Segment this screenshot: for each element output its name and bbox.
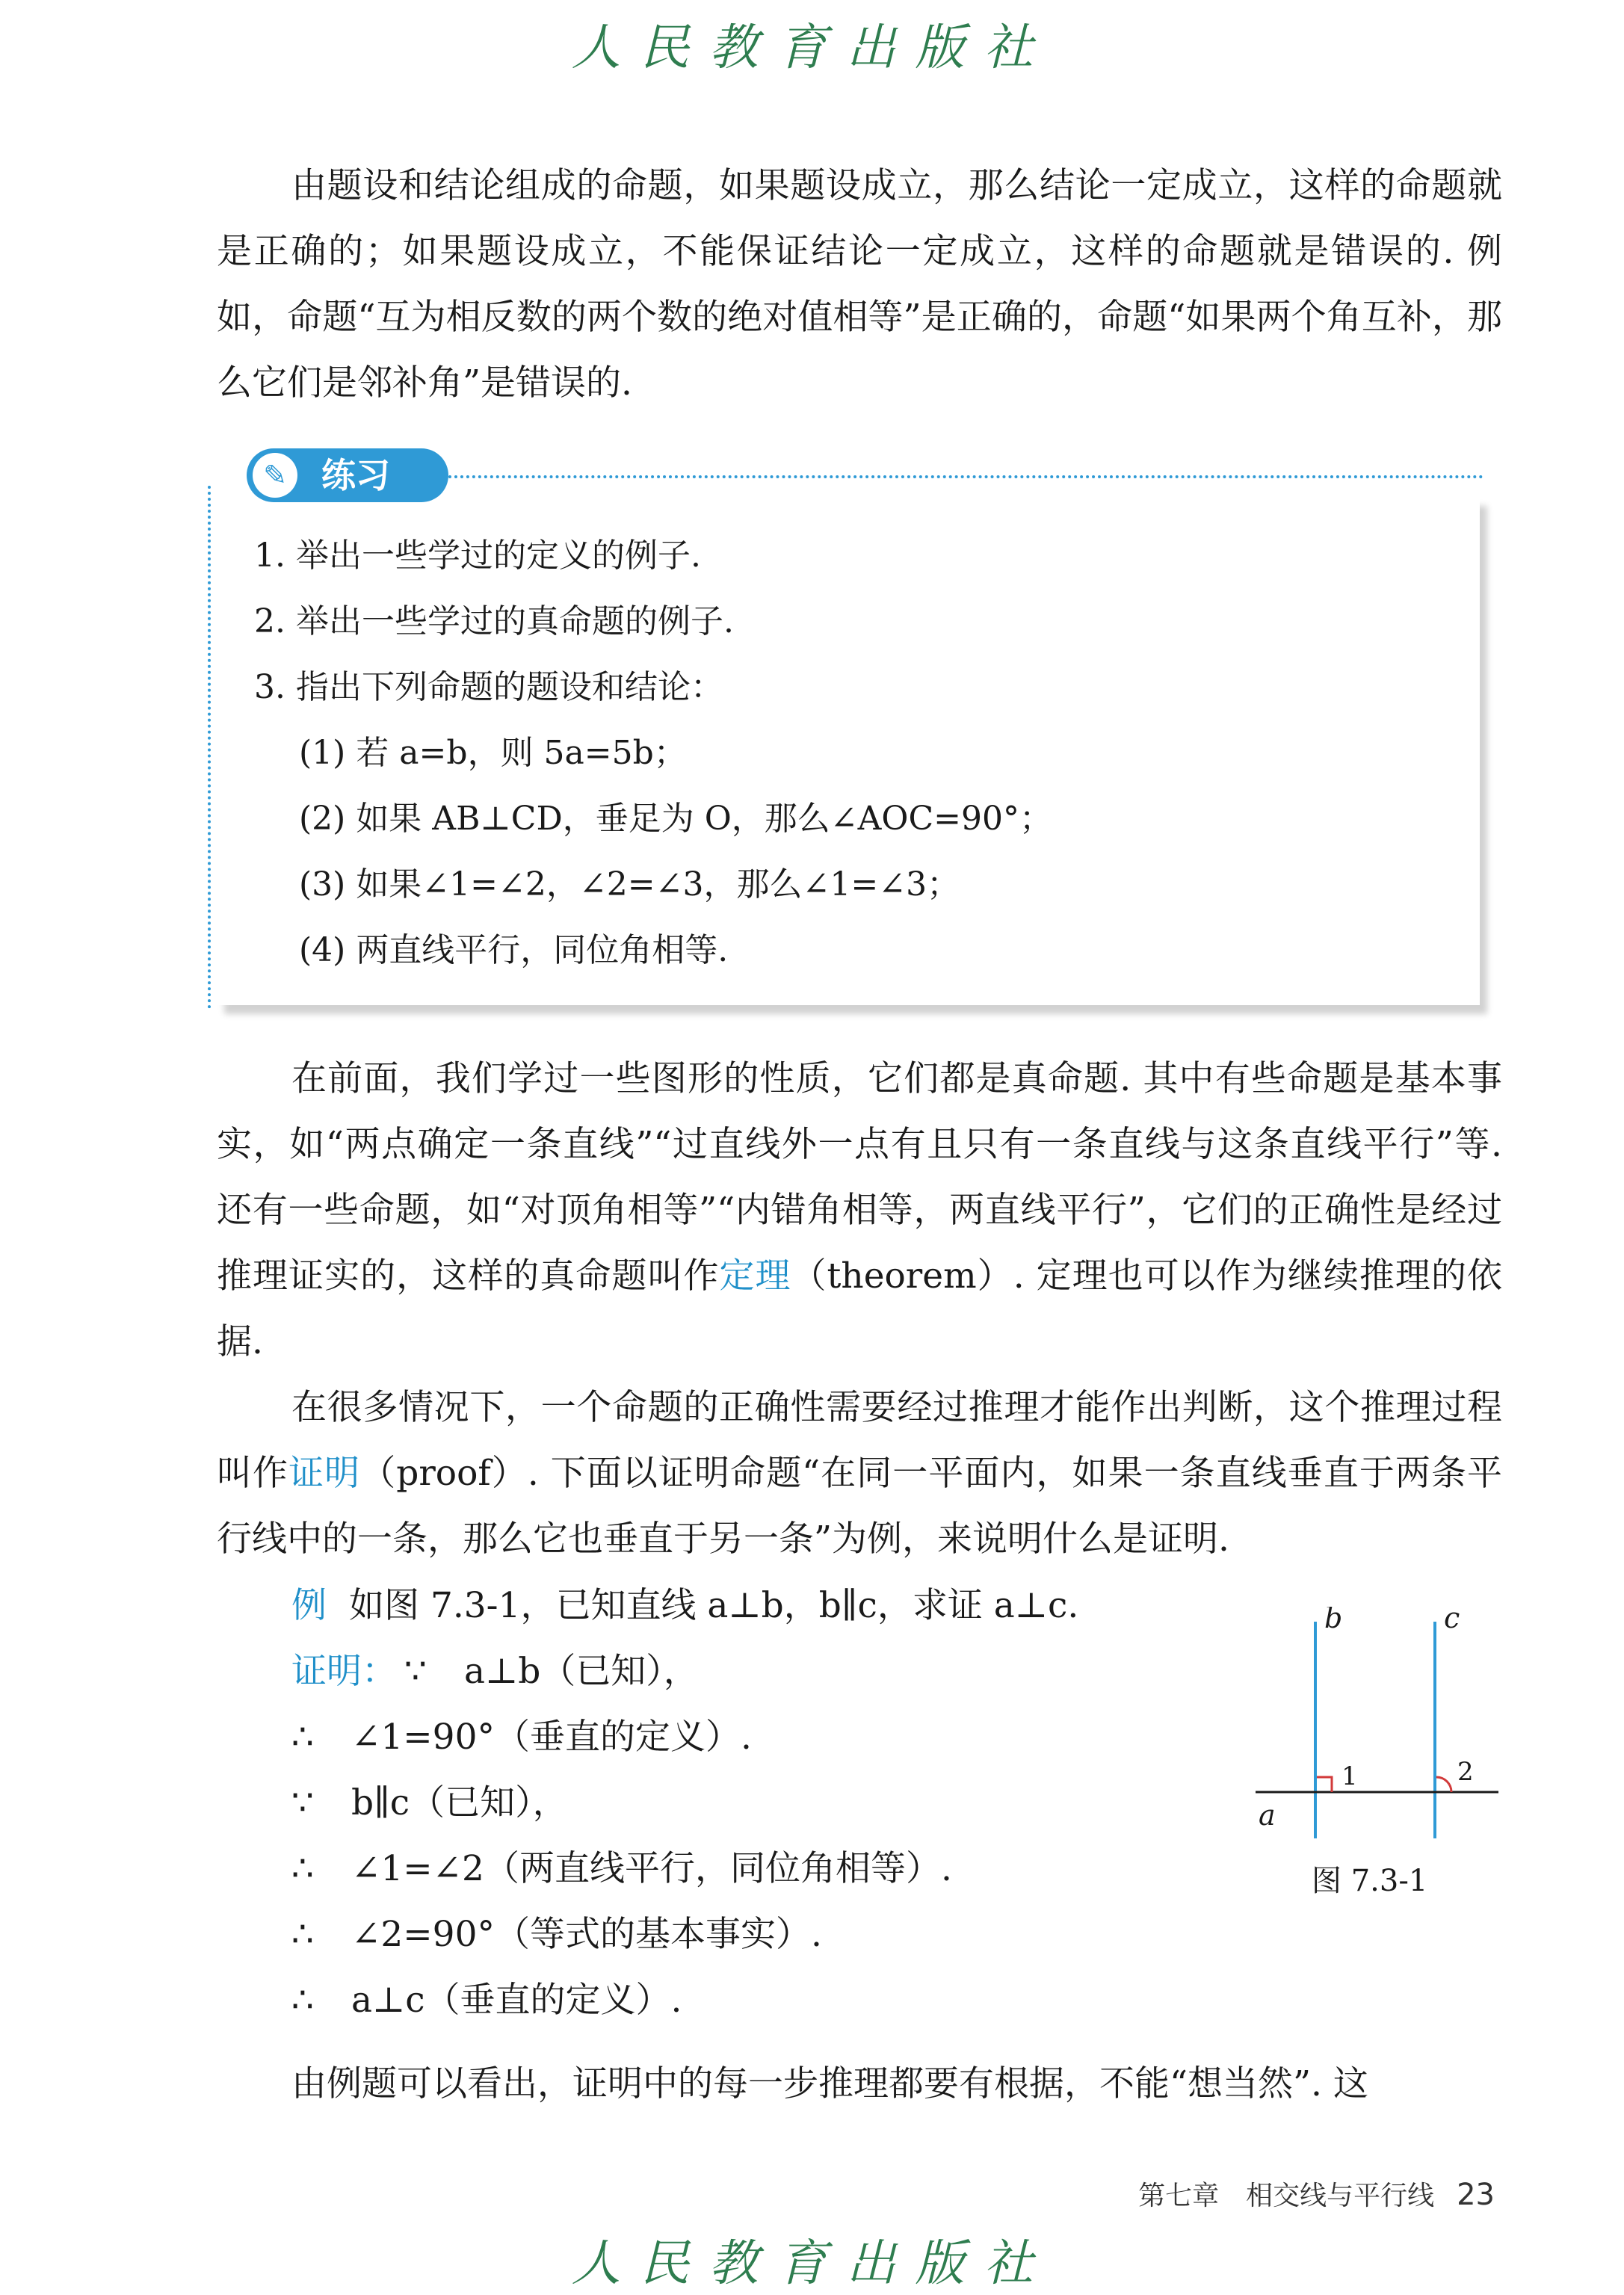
theorem-paragraph [217, 1046, 1502, 1375]
proof-row [291, 1705, 1078, 1770]
exercise-top-border [448, 475, 1483, 478]
exercise-item: 1. 举出一些学过的定义的例子. [254, 537, 701, 575]
exercise-badge [247, 448, 448, 502]
exercise-subitem: (2) 如果 AB⊥CD，垂足为 O，那么∠AOC=90°； [299, 800, 1053, 838]
proof-step-text: ∠1=90°（垂直的定义）. [351, 1717, 752, 1758]
proof-step-text: ∠1=∠2（两直线平行，同位角相等）. [351, 1848, 952, 1889]
label-angle-2: 2 [1457, 1757, 1474, 1787]
therefore-symbol: ∴ [291, 1980, 314, 2021]
label-b: b [1324, 1607, 1343, 1634]
exercise-subitem: (3) 如果∠1=∠2，∠2=∠3，那么∠1=∠3； [299, 865, 960, 904]
proof-step-text: ∠2=90°（等式的基本事实）. [351, 1914, 822, 1955]
example-block [291, 1573, 1078, 2033]
therefore-symbol: ∴ [291, 1914, 314, 1955]
example-text: 如图 7.3-1，已知直线 a⊥b，b∥c，求证 a⊥c. [349, 1585, 1079, 1626]
exercise-list [254, 523, 1480, 983]
proof-text-before: 在很多情况下，一个命题的正确性需要经过推理才能作出判断，这个推理过程叫作 [217, 1387, 1502, 1494]
figure-caption: 图 7.3-1 [1312, 1864, 1428, 1898]
theorem-text [217, 1046, 1502, 1375]
proof-row [291, 1902, 1078, 1968]
publisher-logo-bottom: 人民教育出版社 [571, 2234, 1053, 2292]
label-angle-1: 1 [1342, 1761, 1358, 1791]
proof-label: 证明： [291, 1651, 397, 1692]
because-symbol: ∵ [404, 1651, 427, 1692]
exercise-item: 3. 指出下列命题的题设和结论： [254, 668, 723, 706]
label-a: a [1259, 1799, 1276, 1832]
exercise-title: 练习 [321, 455, 390, 495]
proof-paragraph [217, 1375, 1502, 1572]
proof-term: 证明 [288, 1453, 361, 1494]
example-row [291, 1573, 1078, 1639]
exercise-subitem: (1) 若 a=b，则 5a=5b； [299, 734, 687, 772]
right-angle-mark [1317, 1777, 1332, 1792]
chapter-title: 第七章 相交线与平行线 [1138, 2181, 1435, 2211]
closing-paragraph [217, 2051, 1502, 2117]
label-c: c [1444, 1607, 1460, 1634]
exercise-item: 2. 举出一些学过的真命题的例子. [254, 602, 734, 640]
intro-text: 由题设和结论组成的命题，如果题设成立，那么结论一定成立，这样的命题就是正确的；如果题设成立，不能保证结论一定成立，这样的命题就是错误的. 例如，命题“互为相反数的两个数的绝对值相等”是正确的，命题“如果两个角互补，那么它们是邻补角”是错误的. [217, 165, 1502, 404]
intro-paragraph [217, 153, 1502, 416]
proof-row [291, 1836, 1078, 1902]
page-footer [1106, 2175, 1495, 2213]
proof-row [291, 1639, 1078, 1705]
because-symbol: ∵ [291, 1782, 314, 1823]
closing-text: 由例题可以看出，证明中的每一步推理都要有根据，不能“想当然”. 这 [291, 2063, 1368, 2104]
exercise-subitem: (4) 两直线平行，同位角相等. [299, 931, 729, 969]
exercise-left-border [208, 486, 211, 1009]
proof-row [291, 1968, 1078, 2033]
theorem-text-before: 在前面，我们学过一些图形的性质，它们都是真命题. 其中有些命题是基本事实，如“两点确定一条直线”“过直线外一点有且只有一条直线与这条直线平行”等. 还有一些命题，如“对顶角相等”“内错角相等，两直线平行”，它们的正确性是经过推理证实的，这样的真命题叫作 [217, 1058, 1502, 1297]
page-number: 23 [1457, 2178, 1495, 2212]
proof-row [291, 1770, 1078, 1836]
theorem-text-after: （theorem）. 定理也可以作为继续推理的依据. [217, 1255, 1502, 1362]
proof-step-text: a⊥c（垂直的定义）. [351, 1980, 682, 2021]
proof-text [217, 1375, 1502, 1572]
proof-step-text: a⊥b（已知）， [464, 1651, 699, 1692]
example-label: 例 [291, 1585, 327, 1626]
publisher-logo-top: 人民教育出版社 [571, 19, 1053, 76]
therefore-symbol: ∴ [291, 1717, 314, 1758]
theorem-term: 定理 [719, 1255, 791, 1297]
proof-step-text: b∥c（已知）， [351, 1782, 568, 1823]
proof-text-after: （proof）. 下面以证明命题“在同一平面内，如果一条直线垂直于两条平行线中的一条，那么它也垂直于另一条”为例，来说明什么是证明. [217, 1453, 1503, 1560]
angle-2-arc [1436, 1777, 1451, 1792]
pencil-check-icon: ✎ [253, 453, 297, 498]
therefore-symbol: ∴ [291, 1848, 314, 1889]
